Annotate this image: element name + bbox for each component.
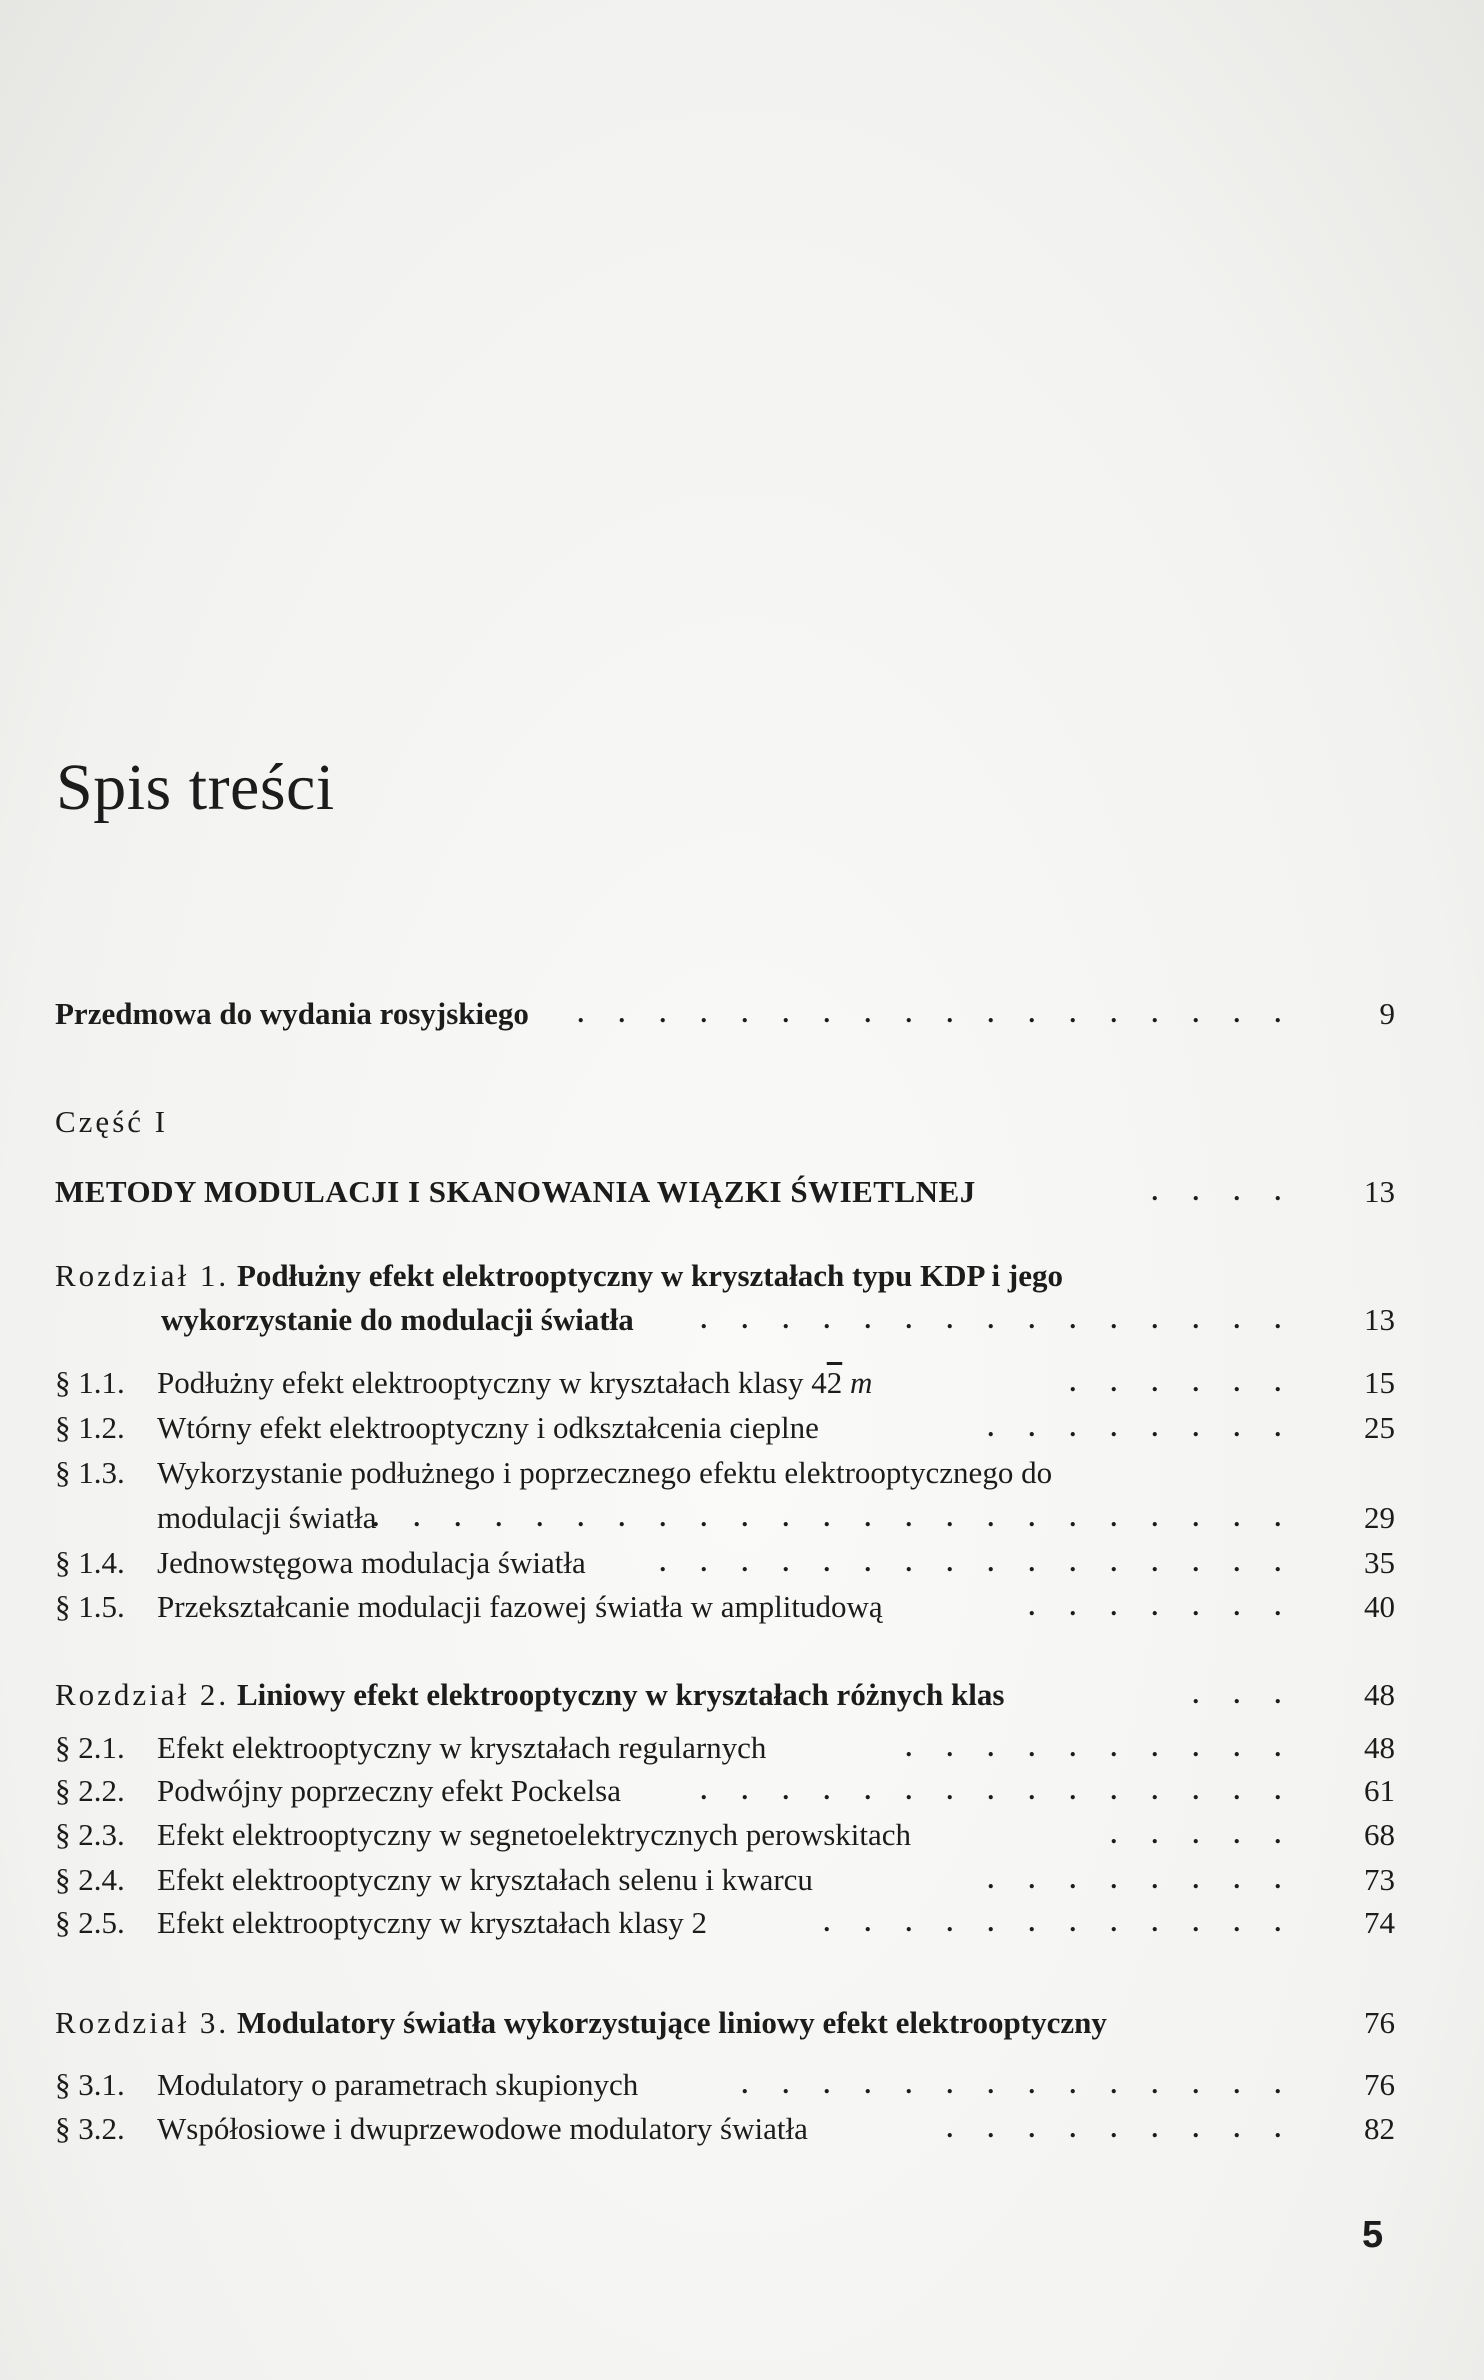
entry-title: Współosiowe i dwuprzewodowe modulatory światła (157, 2111, 808, 2146)
toc-entry-section-2-5[interactable] (55, 1901, 1395, 1945)
entry-page: 73 (1364, 1862, 1395, 1897)
entry-title: Efekt elektrooptyczny w segnetoelektrycznych perowskitach (157, 1817, 912, 1852)
leader-dots: . . . . . . . . . . . . . . . . . . . . . . . (372, 1503, 1295, 1532)
toc-entry-chapter-2[interactable] (55, 1673, 1395, 1717)
leader-dots: . . . . . . . . . . . . . . . (700, 1305, 1295, 1334)
section-number: § 2.4. (55, 1862, 125, 1897)
chapter-label: Rozdział 2. (55, 1677, 230, 1712)
entry-title: Modulatory o parametrach skupionych (157, 2067, 639, 2102)
entry-title: Efekt elektrooptyczny w kryształach selenu i kwarcu (157, 1862, 813, 1897)
entry-title-continued: modulacji światła (157, 1500, 377, 1535)
toc-entry-section-1-3[interactable] (55, 1451, 1395, 1495)
leader-dots: . . . . . (1110, 1820, 1295, 1849)
section-number: § 2.5. (55, 1905, 125, 1940)
leader-dots: . . . . . . . . (987, 1865, 1295, 1894)
page-title: Spis treści (56, 751, 335, 824)
leader-dots: . . . . . . (1069, 1368, 1295, 1397)
math-digit-bar: 2 (826, 1365, 843, 1400)
entry-page: 61 (1364, 1773, 1395, 1808)
entry-page: 9 (1379, 996, 1395, 1031)
leader-dots: . . . . . . . . . . . . (823, 1908, 1295, 1937)
leader-dots: . . . . . . . (1028, 1592, 1295, 1621)
section-number: § 1.4. (55, 1545, 125, 1580)
leader-dots: . . . . . . . . . . . . . . (741, 2070, 1295, 2099)
leader-dots: . . . . . . . . . . (905, 1733, 1295, 1762)
entry-title: Podłużny efekt elektrooptyczny w kryształach klasy (157, 1365, 804, 1400)
entry-page: 74 (1364, 1905, 1395, 1940)
toc-entry-section-1-5[interactable] (55, 1585, 1395, 1629)
part-label: Część I (55, 1104, 169, 1139)
toc-entry-section-2-2[interactable] (55, 1769, 1395, 1813)
entry-page: 40 (1364, 1589, 1395, 1624)
toc-entry-section-2-1[interactable] (55, 1726, 1395, 1770)
section-number: § 1.2. (55, 1410, 125, 1445)
math-italic: m (842, 1365, 873, 1400)
leader-dots: . . . . . . . . (987, 1413, 1295, 1442)
toc-entry-section-2-4[interactable] (55, 1858, 1395, 1902)
entry-page: 35 (1364, 1545, 1395, 1580)
entry-page: 48 (1364, 1730, 1395, 1765)
entry-title: Efekt elektrooptyczny w kryształach klasy 2 (157, 1905, 708, 1940)
leader-dots: . . . . . . . . . . . . . . . . (659, 1548, 1295, 1577)
toc-entry-part-1[interactable] (55, 1170, 1395, 1214)
toc-entry-section-1-4[interactable] (55, 1541, 1395, 1585)
entry-title: METODY MODULACJI I SKANOWANIA WIĄZKI ŚWIETLNEJ (55, 1174, 976, 1209)
section-number: § 1.1. (55, 1365, 125, 1400)
toc-entry-chapter-3[interactable] (55, 2001, 1395, 2045)
section-number: § 1.3. (55, 1455, 125, 1490)
entry-title: Liniowy efekt elektrooptyczny w kryształach różnych klas (236, 1677, 1005, 1712)
section-number: § 2.3. (55, 1817, 125, 1852)
entry-title: Modulatory światła wykorzystujące liniowy efekt elektrooptyczny (236, 2005, 1107, 2040)
entry-page: 68 (1364, 1817, 1395, 1852)
math-class-symbol (811, 1365, 872, 1400)
leader-dots: . . . . . . . . . . . . . . . . . . (577, 999, 1295, 1028)
math-digit: 4 (811, 1365, 827, 1400)
entry-title-continued: wykorzystanie do modulacji światła (161, 1302, 634, 1337)
toc-entry-chapter-1[interactable] (55, 1254, 1395, 1298)
leader-dots: . . . . . . . . . (946, 2114, 1295, 2143)
entry-page: 13 (1364, 1174, 1395, 1209)
entry-page: 13 (1364, 1302, 1395, 1337)
toc-entry-preface[interactable] (55, 992, 1395, 1036)
entry-page: 76 (1364, 2067, 1395, 2102)
section-number: § 3.2. (55, 2111, 125, 2146)
entry-page: 48 (1364, 1677, 1395, 1712)
entry-page: 76 (1364, 2005, 1395, 2040)
section-number: § 3.1. (55, 2067, 125, 2102)
toc-entry-section-3-2[interactable] (55, 2107, 1395, 2151)
entry-title: Wtórny efekt elektrooptyczny i odkształcenia cieplne (157, 1410, 819, 1445)
entry-title: Wykorzystanie podłużnego i poprzecznego efektu elektrooptycznego do (157, 1455, 1053, 1490)
section-number: § 2.1. (55, 1730, 125, 1765)
entry-page: 15 (1364, 1365, 1395, 1400)
toc-entry-section-2-3[interactable] (55, 1813, 1395, 1857)
entry-page: 82 (1364, 2111, 1395, 2146)
entry-title: Efekt elektrooptyczny w kryształach regularnych (157, 1730, 767, 1765)
toc-entry-section-3-1[interactable] (55, 2063, 1395, 2107)
entry-title: Podwójny poprzeczny efekt Pockelsa (157, 1773, 622, 1808)
entry-title: Podłużny efekt elektrooptyczny w kryształach typu KDP i jego (236, 1258, 1063, 1293)
section-number: § 1.5. (55, 1589, 125, 1624)
entry-title: Przedmowa do wydania rosyjskiego (55, 996, 529, 1031)
leader-dots: . . . (1192, 1680, 1295, 1709)
toc-entry-chapter-1-cont[interactable] (55, 1298, 1395, 1342)
entry-page: 25 (1364, 1410, 1395, 1445)
chapter-label: Rozdział 3. (55, 2005, 230, 2040)
toc-entry-section-1-2[interactable] (55, 1406, 1395, 1450)
entry-page: 29 (1364, 1500, 1395, 1535)
toc-entry-section-1-3-cont[interactable] (55, 1496, 1395, 1540)
section-number: § 2.2. (55, 1773, 125, 1808)
leader-dots: . . . . . . . . . . . . . . . (700, 1776, 1295, 1805)
page-number: 5 (1362, 2214, 1384, 2256)
leader-dots: . . . . (1151, 1177, 1295, 1206)
chapter-label: Rozdział 1. (55, 1258, 230, 1293)
toc-entry-section-1-1[interactable] (55, 1361, 1395, 1405)
entry-title: Przekształcanie modulacji fazowej światła w amplitudową (157, 1589, 883, 1624)
entry-title: Jednowstęgowa modulacja światła (157, 1545, 586, 1580)
